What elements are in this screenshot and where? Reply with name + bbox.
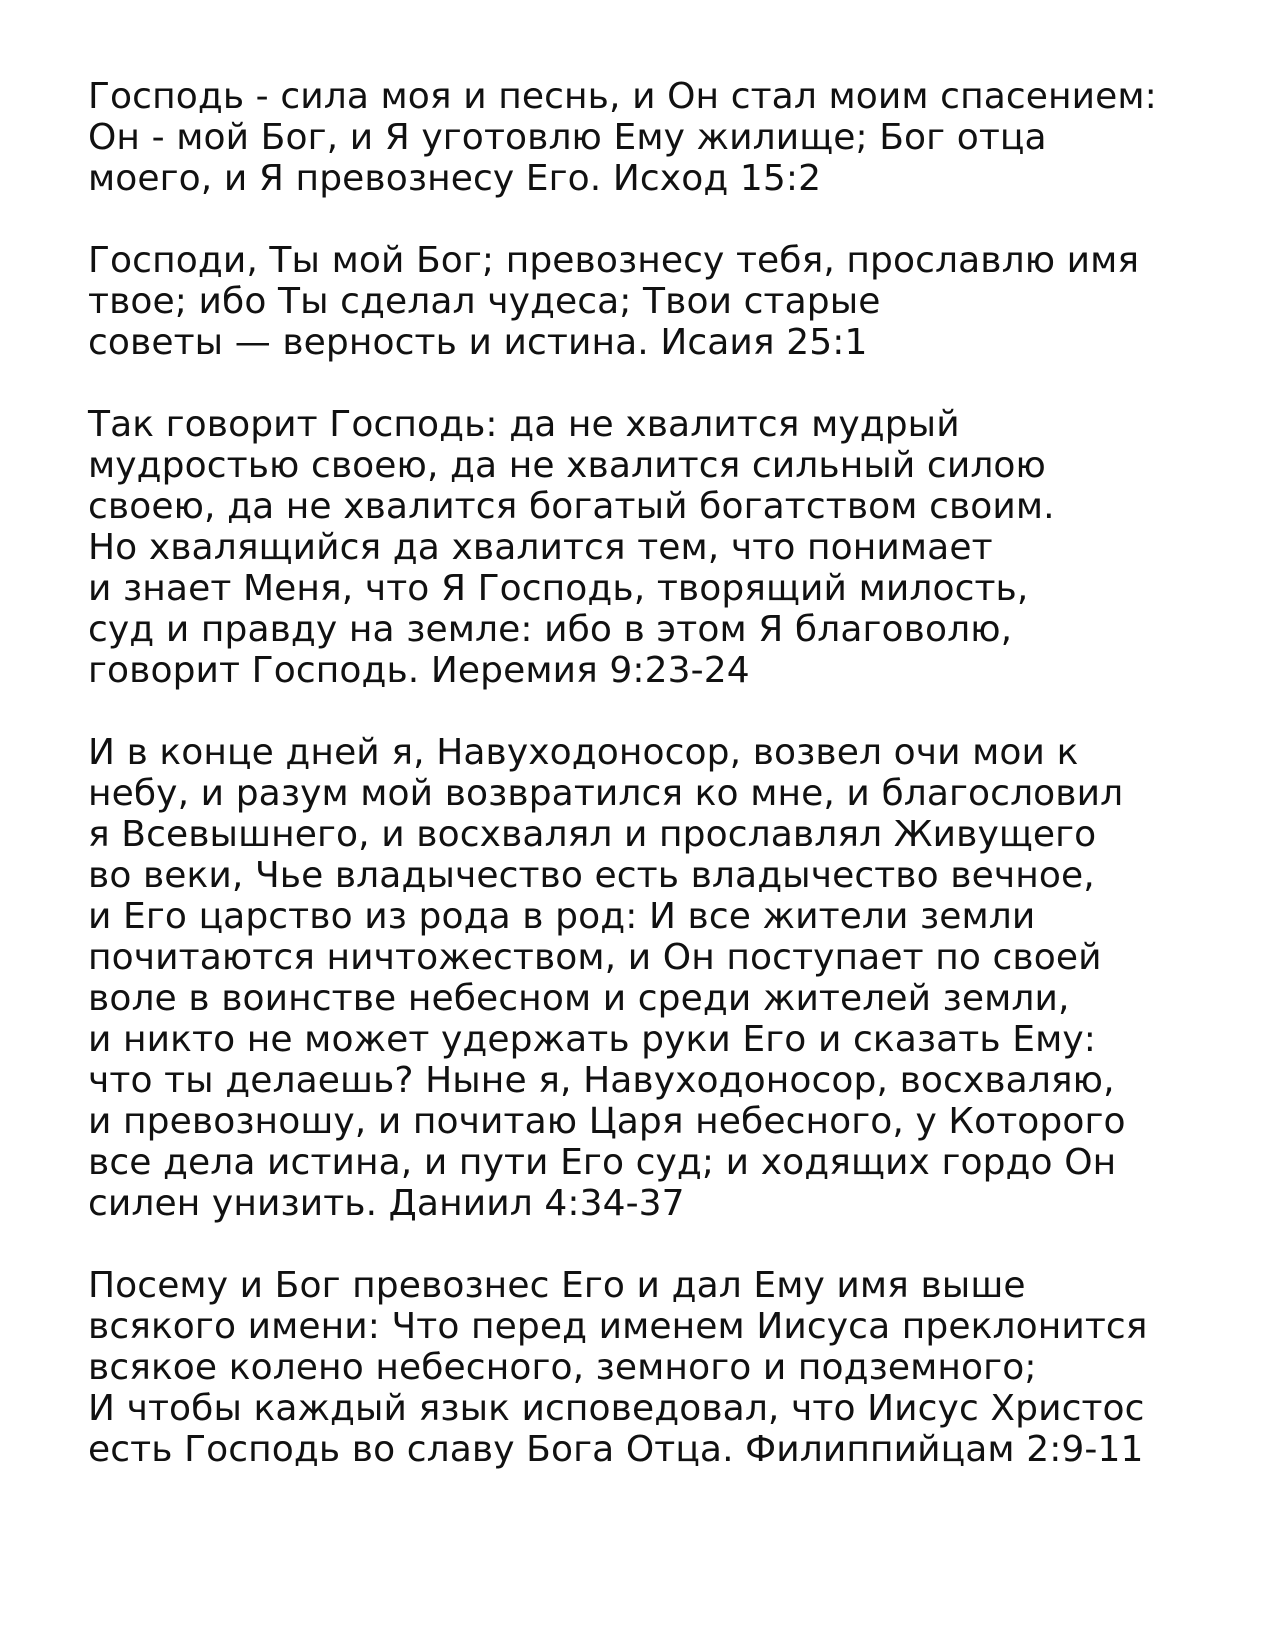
verse-line: и Его царство из рода в род: И все жители земли (88, 896, 1036, 937)
verse-line: все дела истина, и пути Его суд; и ходящих гордо Он (88, 1142, 1117, 1183)
verse-line: своею, да не хвалится богатый богатством своим. (88, 486, 1055, 527)
verse-exodus (88, 76, 1228, 199)
verse-daniel (88, 732, 1228, 1224)
verse-line: и превозношу, и почитаю Царя небесного, у Которого (88, 1101, 1126, 1142)
verse-line: Господь - сила моя и песнь, и Он стал моим спасением: (88, 76, 1157, 117)
verse-line: и знает Меня, что Я Господь, творящий милость, (88, 568, 1029, 609)
verse-line: советы — верность и истина. Исаия 25:1 (88, 322, 868, 363)
verse-line: мудростью своею, да не хвалится сильный силою (88, 445, 1046, 486)
verse-line: Господи, Ты мой Бог; превознесу тебя, прославлю имя (88, 240, 1140, 281)
verse-line: говорит Господь. Иеремия 9:23-24 (88, 650, 750, 691)
verse-line: и никто не может удержать руки Его и сказать Ему: (88, 1019, 1096, 1060)
verse-line: всякое колено небесного, земного и подземного; (88, 1347, 1037, 1388)
verse-line: что ты делаешь? Ныне я, Навуходоносор, восхваляю, (88, 1060, 1115, 1101)
verse-line: почитаются ничтожеством, и Он поступает по своей (88, 937, 1102, 978)
verse-line: Он - мой Бог, и Я уготовлю Ему жилище; Бог отца (88, 117, 1047, 158)
verse-line: суд и правду на земле: ибо в этом Я благоволю, (88, 609, 1013, 650)
verse-line: силен унизить. Даниил 4:34-37 (88, 1183, 685, 1224)
verse-philippians (88, 1265, 1228, 1470)
verse-line: И в конце дней я, Навуходоносор, возвел очи мои к (88, 732, 1079, 773)
verse-line: во веки, Чье владычество есть владычество вечное, (88, 855, 1095, 896)
verse-line: Так говорит Господь: да не хвалится мудрый (88, 404, 960, 445)
document-page (88, 76, 1228, 1511)
verse-line: всякого имени: Что перед именем Иисуса преклонится (88, 1306, 1148, 1347)
verse-line: Посему и Бог превознес Его и дал Ему имя выше (88, 1265, 1026, 1306)
verse-isaiah (88, 240, 1228, 363)
verse-line: моего, и Я превознесу Его. Исход 15:2 (88, 158, 822, 199)
verse-line: я Всевышнего, и восхвалял и прославлял Живущего (88, 814, 1097, 855)
verse-line: И чтобы каждый язык исповедовал, что Иисус Христос (88, 1388, 1145, 1429)
verse-line: твое; ибо Ты сделал чудеса; Твои старые (88, 281, 881, 322)
verse-line: небу, и разум мой возвратился ко мне, и благословил (88, 773, 1124, 814)
verse-line: воле в воинстве небесном и среди жителей земли, (88, 978, 1070, 1019)
verse-jeremiah (88, 404, 1228, 691)
verse-line: есть Господь во славу Бога Отца. Филиппийцам 2:9-11 (88, 1429, 1144, 1470)
verse-line: Но хвалящийся да хвалится тем, что понимает (88, 527, 993, 568)
